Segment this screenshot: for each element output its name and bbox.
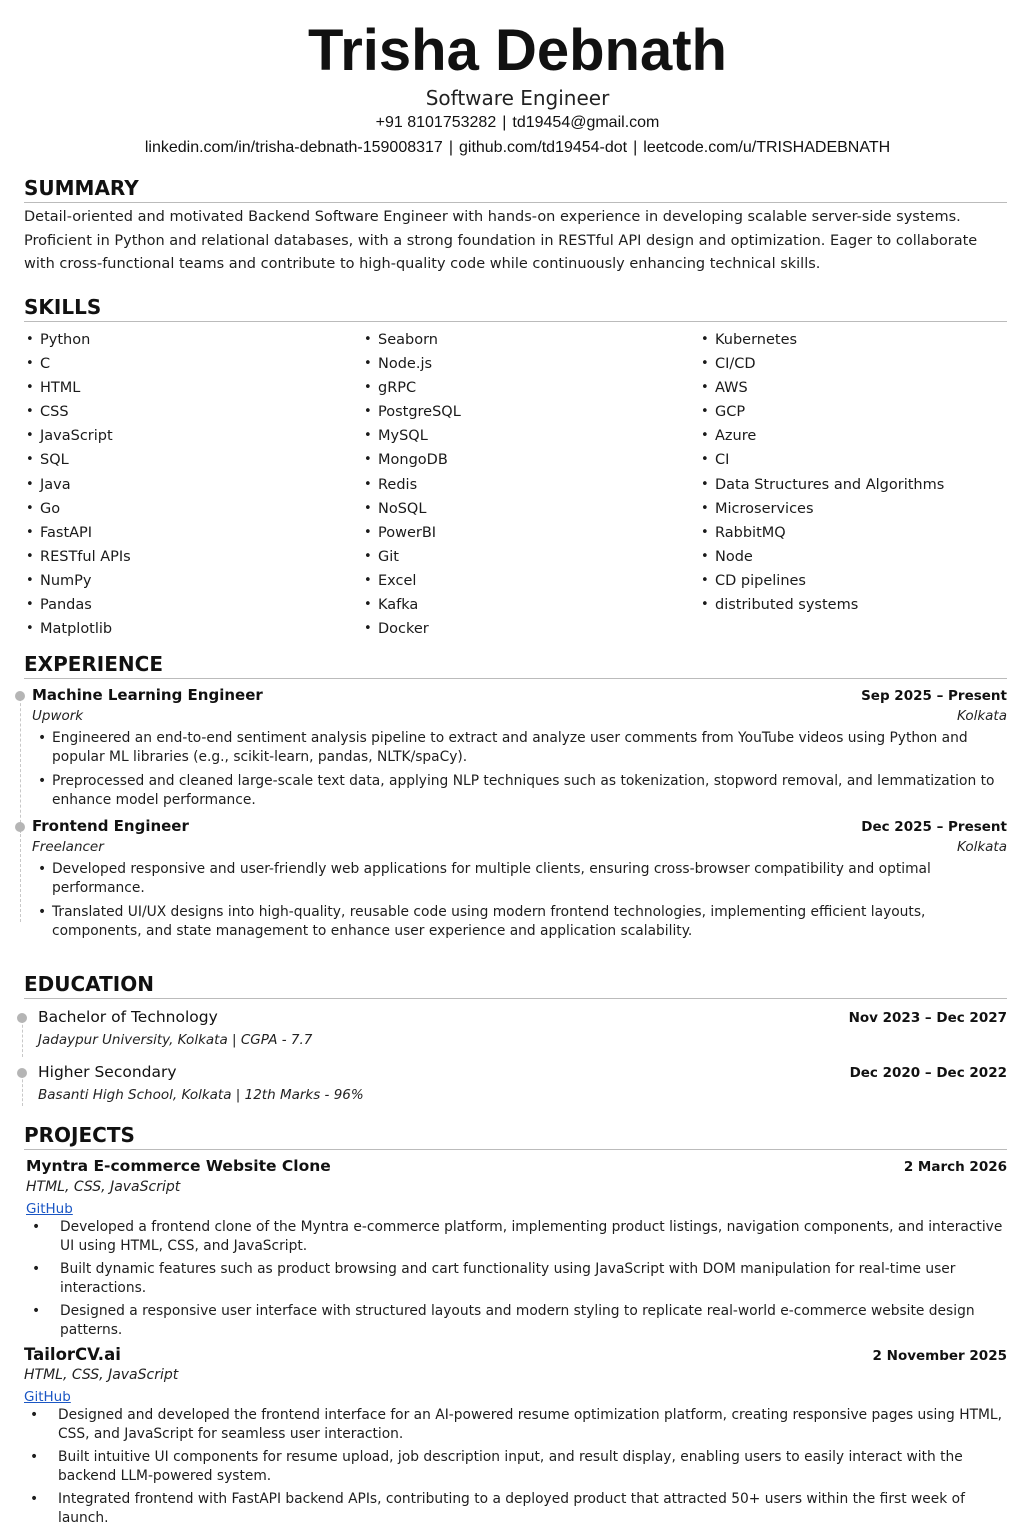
skill-item: • Kubernetes bbox=[699, 328, 999, 352]
skill-item: • FastAPI bbox=[24, 521, 362, 545]
phone-text: +91 8101753282 bbox=[375, 114, 497, 131]
experience-dates: Dec 2025 – Present bbox=[861, 819, 1007, 835]
education-degree: Higher Secondary bbox=[38, 1063, 177, 1081]
section-title-experience: EXPERIENCE bbox=[24, 651, 1007, 679]
education-header-row bbox=[38, 1062, 1007, 1083]
bullet-item: • Designed a responsive user interface with structured layouts and modern styling to replicate real-world e-commerce website design patterns. bbox=[26, 1302, 1007, 1340]
timeline-dot bbox=[15, 822, 25, 832]
summary-section bbox=[24, 175, 1007, 277]
skill-item: • RESTful APIs bbox=[24, 545, 362, 569]
skill-item: • Excel bbox=[362, 569, 699, 593]
linkedin-link[interactable]: linkedin.com/in/trisha-debnath-159008317 bbox=[144, 139, 443, 156]
skill-item: • Go bbox=[24, 497, 362, 521]
contact-line bbox=[0, 112, 1035, 134]
bullet-item: • Preprocessed and cleaned large-scale text data, applying NLP techniques such as tokenization, stopword removal, and lemmatization to enhance model performance. bbox=[32, 772, 1007, 810]
timeline-line bbox=[20, 693, 21, 833]
experience-entry bbox=[24, 816, 1007, 941]
bullet-item: • Built intuitive UI components for resume upload, job description input, and result display, enabling users to easily interact with the backend LLM-powered system. bbox=[24, 1448, 1007, 1486]
experience-sub-row bbox=[32, 837, 1007, 857]
skill-item: • Kafka bbox=[362, 593, 699, 617]
project-stack: HTML, CSS, JavaScript bbox=[24, 1367, 179, 1383]
experience-location: Kolkata bbox=[956, 708, 1007, 724]
skill-item: • CD pipelines bbox=[699, 569, 999, 593]
experience-role: Frontend Engineer bbox=[32, 817, 189, 835]
skill-item: • CI/CD bbox=[699, 352, 999, 376]
bullet-item: • Engineered an end-to-end sentiment analysis pipeline to extract and analyze user comments from YouTube videos using Python and popular ML libraries (e.g., scikit-learn, pandas, NLTK/spaCy). bbox=[32, 729, 1007, 767]
experience-header-row bbox=[32, 685, 1007, 706]
experience-org: Freelancer bbox=[32, 839, 104, 855]
skills-grid bbox=[24, 328, 1007, 641]
skill-item: • RabbitMQ bbox=[699, 521, 999, 545]
experience-entry bbox=[24, 685, 1007, 810]
education-entry bbox=[24, 1007, 1007, 1050]
projects-section bbox=[24, 1122, 1007, 1532]
experience-dates: Sep 2025 – Present bbox=[861, 688, 1007, 704]
bullet-item: • Integrated frontend with FastAPI backend APIs, contributing to a deployed product that attracted 50+ users within the first week of launch. bbox=[24, 1490, 1007, 1528]
experience-org: Upwork bbox=[32, 708, 84, 724]
bullet-item: • Designed and developed the frontend interface for an AI-powered resume optimization platform, creating responsive pages using HTML, CSS, and JavaScript for seamless user interaction. bbox=[24, 1406, 1007, 1444]
bullet-item: • Developed a frontend clone of the Myntra e-commerce platform, implementing product listings, navigation components, and interactive UI using HTML, CSS, and JavaScript. bbox=[26, 1218, 1007, 1256]
skill-item: • Seaborn bbox=[362, 328, 699, 352]
skill-item: • Microservices bbox=[699, 497, 999, 521]
education-dates: Dec 2020 – Dec 2022 bbox=[849, 1065, 1007, 1081]
skill-item: • SQL bbox=[24, 448, 362, 472]
skill-item: • PowerBI bbox=[362, 521, 699, 545]
skills-column-1 bbox=[24, 328, 362, 641]
skill-item: • Data Structures and Algorithms bbox=[699, 473, 999, 497]
education-entry bbox=[24, 1062, 1007, 1105]
education-section bbox=[24, 971, 1007, 1105]
skill-item: • GCP bbox=[699, 400, 999, 424]
skill-item: • MySQL bbox=[362, 424, 699, 448]
skill-item: • gRPC bbox=[362, 376, 699, 400]
skill-item: • Git bbox=[362, 545, 699, 569]
project-bullets bbox=[26, 1218, 1007, 1340]
email-link[interactable]: td19454@gmail.com bbox=[512, 114, 660, 131]
project-date: 2 November 2025 bbox=[872, 1348, 1007, 1364]
separator: | bbox=[448, 139, 453, 156]
summary-text: Detail-oriented and motivated Backend Software Engineer with hands-on experience in developing scalable server-side systems. Proficient in Python and relational databases, with a strong foundation in RESTful API design and optimization. Eager to collaborate with cross-functional teams and contribute to high-quality code while continuously enhancing technical skills. bbox=[24, 209, 978, 272]
resume-header bbox=[0, 0, 1035, 159]
skill-item: • Pandas bbox=[24, 593, 362, 617]
timeline-dot bbox=[17, 1013, 27, 1023]
skill-item: • PostgreSQL bbox=[362, 400, 699, 424]
separator: | bbox=[633, 139, 638, 156]
timeline-line bbox=[20, 824, 21, 922]
project-entry bbox=[24, 1156, 1007, 1340]
experience-location: Kolkata bbox=[956, 839, 1007, 855]
skill-item: • distributed systems bbox=[699, 593, 999, 617]
section-title-education: EDUCATION bbox=[24, 971, 1007, 999]
project-date: 2 March 2026 bbox=[903, 1159, 1007, 1175]
project-bullets bbox=[24, 1406, 1007, 1528]
skill-item: • Docker bbox=[362, 617, 699, 641]
skill-item: • JavaScript bbox=[24, 424, 362, 448]
skill-item: • Node bbox=[699, 545, 999, 569]
project-header-row bbox=[26, 1156, 1007, 1177]
skill-item: • MongoDB bbox=[362, 448, 699, 472]
skill-item: • Azure bbox=[699, 424, 999, 448]
skills-column-2 bbox=[362, 328, 699, 641]
candidate-role: Software Engineer bbox=[425, 86, 610, 110]
skill-item: • CI bbox=[699, 448, 999, 472]
skill-item: • AWS bbox=[699, 376, 999, 400]
experience-role: Machine Learning Engineer bbox=[32, 686, 263, 704]
bullet-item: • Translated UI/UX designs into high-quality, reusable code using modern frontend technologies, implementing efficient layouts, components, and state management to enhance user experience and application scalability. bbox=[32, 903, 1007, 941]
education-dates: Nov 2023 – Dec 2027 bbox=[848, 1010, 1007, 1026]
project-github-link[interactable]: GitHub bbox=[26, 1201, 73, 1217]
education-degree: Bachelor of Technology bbox=[38, 1008, 218, 1026]
bullet-item: • Built dynamic features such as product browsing and cart functionality using JavaScript with DOM manipulation for real-time user interactions. bbox=[26, 1260, 1007, 1298]
bullet-item: • Developed responsive and user-friendly web applications for multiple clients, ensuring cross-browser compatibility and optimal performance. bbox=[32, 860, 1007, 898]
skills-column-3 bbox=[699, 328, 999, 641]
separator: | bbox=[502, 114, 507, 131]
skill-item: • CSS bbox=[24, 400, 362, 424]
section-title-summary: SUMMARY bbox=[24, 175, 1007, 203]
experience-header-row bbox=[32, 816, 1007, 837]
leetcode-link[interactable]: leetcode.com/u/TRISHADEBNATH bbox=[643, 139, 891, 156]
github-profile-link[interactable]: github.com/td19454-dot bbox=[458, 139, 628, 156]
profile-links bbox=[0, 137, 1035, 159]
skill-item: • Python bbox=[24, 328, 362, 352]
education-header-row bbox=[38, 1007, 1007, 1028]
section-title-projects: PROJECTS bbox=[24, 1122, 1007, 1150]
skill-item: • C bbox=[24, 352, 362, 376]
skill-item: • NoSQL bbox=[362, 497, 699, 521]
experience-section bbox=[24, 651, 1007, 946]
skill-item: • HTML bbox=[24, 376, 362, 400]
experience-bullets bbox=[32, 860, 1007, 941]
skill-item: • Node.js bbox=[362, 352, 699, 376]
project-header-row bbox=[24, 1344, 1007, 1365]
experience-bullets bbox=[32, 729, 1007, 810]
education-detail: Basanti High School, Kolkata | 12th Marks - 96% bbox=[38, 1087, 364, 1103]
skill-item: • Matplotlib bbox=[24, 617, 362, 641]
skill-item: • Redis bbox=[362, 473, 699, 497]
timeline-dot bbox=[15, 691, 25, 701]
skill-item: • NumPy bbox=[24, 569, 362, 593]
skill-item: • Java bbox=[24, 473, 362, 497]
project-entry bbox=[24, 1344, 1007, 1528]
candidate-name: Trisha Debnath bbox=[308, 18, 727, 83]
education-detail: Jadaypur University, Kolkata | CGPA - 7.7 bbox=[38, 1032, 313, 1048]
project-stack: HTML, CSS, JavaScript bbox=[26, 1179, 181, 1195]
project-name: TailorCV.ai bbox=[24, 1345, 121, 1364]
timeline-dot bbox=[17, 1068, 27, 1078]
skills-section bbox=[24, 294, 1007, 641]
experience-sub-row bbox=[32, 706, 1007, 726]
project-name: Myntra E-commerce Website Clone bbox=[26, 1157, 331, 1175]
section-title-skills: SKILLS bbox=[24, 294, 1007, 322]
project-github-link[interactable]: GitHub bbox=[24, 1389, 71, 1405]
